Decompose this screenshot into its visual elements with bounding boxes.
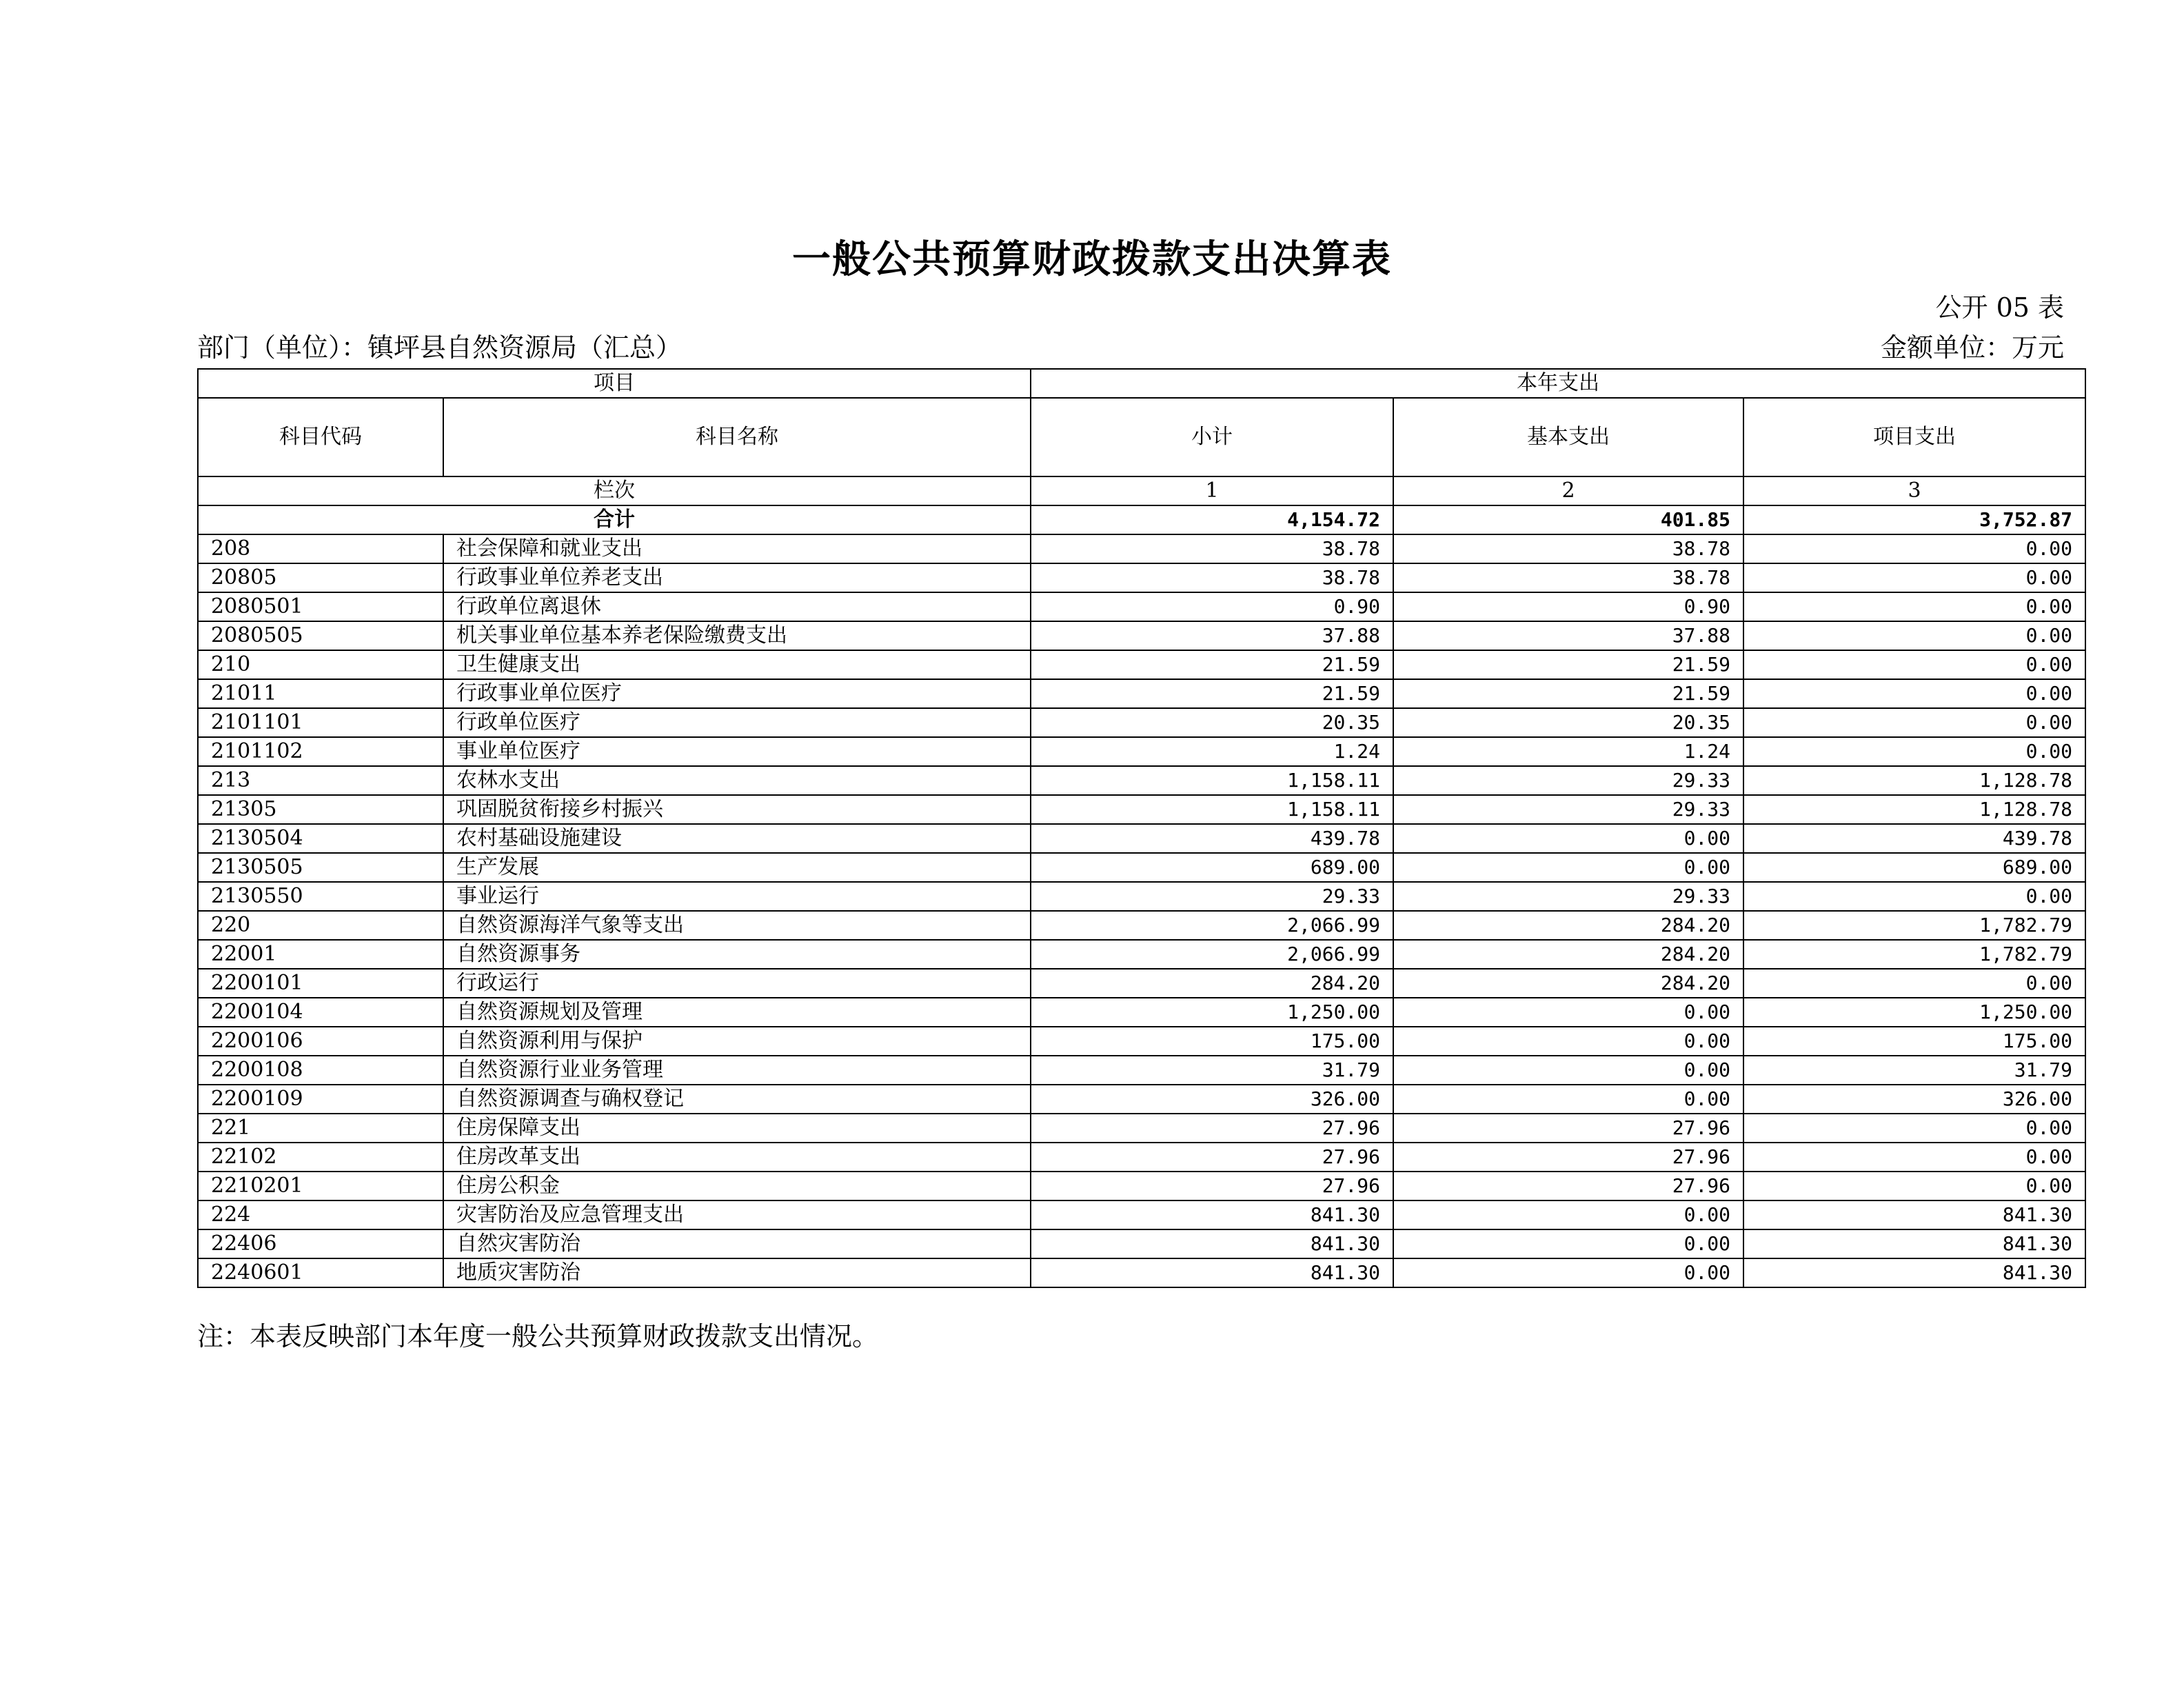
row-subtotal: 27.96	[1031, 1172, 1393, 1200]
page-title: 一般公共预算财政拨款支出决算表	[792, 237, 1392, 282]
row-name: 行政事业单位医疗	[443, 679, 1031, 708]
row-basic: 0.00	[1393, 1200, 1743, 1229]
row-name: 自然灾害防治	[443, 1229, 1031, 1258]
row-code: 210	[198, 650, 443, 679]
table-row	[198, 1027, 2085, 1056]
row-project: 841.30	[1743, 1229, 2085, 1258]
row-basic: 38.78	[1393, 534, 1743, 563]
row-code: 2101101	[198, 708, 443, 737]
row-name: 自然资源调查与确权登记	[443, 1085, 1031, 1114]
table-row	[198, 1114, 2085, 1143]
total-subtotal: 4,154.72	[1031, 505, 1393, 534]
table-row	[198, 882, 2085, 911]
row-subtotal: 38.78	[1031, 534, 1393, 563]
row-basic: 0.00	[1393, 853, 1743, 882]
row-basic: 284.20	[1393, 940, 1743, 969]
table-row	[198, 969, 2085, 998]
table-row	[198, 766, 2085, 795]
row-code: 22406	[198, 1229, 443, 1258]
row-subtotal: 841.30	[1031, 1258, 1393, 1287]
row-code: 2200104	[198, 998, 443, 1027]
table-row	[198, 679, 2085, 708]
row-subtotal: 2,066.99	[1031, 911, 1393, 940]
department-label: 部门（单位）：镇坪县自然资源局（汇总）	[197, 332, 682, 363]
header-basic: 基本支出	[1393, 398, 1743, 476]
row-project: 0.00	[1743, 1172, 2085, 1200]
row-subtotal: 689.00	[1031, 853, 1393, 882]
row-basic: 27.96	[1393, 1143, 1743, 1172]
row-basic: 29.33	[1393, 795, 1743, 824]
row-subtotal: 27.96	[1031, 1143, 1393, 1172]
row-code: 21305	[198, 795, 443, 824]
column-number-1: 1	[1031, 476, 1393, 505]
row-name: 社会保障和就业支出	[443, 534, 1031, 563]
total-row	[198, 505, 2085, 534]
row-code: 2200108	[198, 1056, 443, 1085]
row-basic: 38.78	[1393, 563, 1743, 592]
table-row	[198, 853, 2085, 882]
form-number: 公开 05 表	[1935, 292, 2064, 323]
row-subtotal: 1,158.11	[1031, 795, 1393, 824]
table-row	[198, 592, 2085, 621]
row-subtotal: 31.79	[1031, 1056, 1393, 1085]
row-basic: 0.00	[1393, 998, 1743, 1027]
row-code: 224	[198, 1200, 443, 1229]
row-name: 行政单位离退休	[443, 592, 1031, 621]
row-basic: 27.96	[1393, 1114, 1743, 1143]
total-basic: 401.85	[1393, 505, 1743, 534]
row-basic: 0.00	[1393, 1085, 1743, 1114]
row-project: 1,782.79	[1743, 911, 2085, 940]
row-project: 0.00	[1743, 1114, 2085, 1143]
row-basic: 0.00	[1393, 1056, 1743, 1085]
row-subtotal: 21.59	[1031, 650, 1393, 679]
row-project: 841.30	[1743, 1200, 2085, 1229]
total-project: 3,752.87	[1743, 505, 2085, 534]
row-project: 439.78	[1743, 824, 2085, 853]
row-code: 2130504	[198, 824, 443, 853]
table-row	[198, 1085, 2085, 1114]
row-name: 农林水支出	[443, 766, 1031, 795]
header-code: 科目代码	[198, 398, 443, 476]
row-project: 0.00	[1743, 621, 2085, 650]
row-project: 0.00	[1743, 708, 2085, 737]
row-project: 0.00	[1743, 534, 2085, 563]
row-code: 20805	[198, 563, 443, 592]
row-name: 地质灾害防治	[443, 1258, 1031, 1287]
row-name: 行政事业单位养老支出	[443, 563, 1031, 592]
row-subtotal: 2,066.99	[1031, 940, 1393, 969]
row-basic: 29.33	[1393, 766, 1743, 795]
row-project: 0.00	[1743, 737, 2085, 766]
row-project: 0.00	[1743, 650, 2085, 679]
row-basic: 0.90	[1393, 592, 1743, 621]
column-number-3: 3	[1743, 476, 2085, 505]
row-code: 2080505	[198, 621, 443, 650]
column-number-row	[198, 476, 2085, 505]
table-row	[198, 1258, 2085, 1287]
row-project: 1,782.79	[1743, 940, 2085, 969]
header-item: 项目	[198, 369, 1031, 398]
row-code: 208	[198, 534, 443, 563]
row-subtotal: 1.24	[1031, 737, 1393, 766]
footnote: 注：本表反映部门本年度一般公共预算财政拨款支出情况。	[197, 1321, 879, 1352]
column-number-2: 2	[1393, 476, 1743, 505]
row-subtotal: 38.78	[1031, 563, 1393, 592]
table-row	[198, 1056, 2085, 1085]
row-code: 221	[198, 1114, 443, 1143]
row-subtotal: 37.88	[1031, 621, 1393, 650]
row-name: 生产发展	[443, 853, 1031, 882]
row-code: 21011	[198, 679, 443, 708]
row-basic: 29.33	[1393, 882, 1743, 911]
row-subtotal: 841.30	[1031, 1200, 1393, 1229]
row-basic: 21.59	[1393, 679, 1743, 708]
row-subtotal: 175.00	[1031, 1027, 1393, 1056]
row-basic: 0.00	[1393, 1258, 1743, 1287]
row-project: 326.00	[1743, 1085, 2085, 1114]
row-project: 0.00	[1743, 969, 2085, 998]
row-subtotal: 841.30	[1031, 1229, 1393, 1258]
row-code: 22001	[198, 940, 443, 969]
row-subtotal: 29.33	[1031, 882, 1393, 911]
row-project: 0.00	[1743, 882, 2085, 911]
row-name: 行政运行	[443, 969, 1031, 998]
row-name: 自然资源利用与保护	[443, 1027, 1031, 1056]
row-subtotal: 284.20	[1031, 969, 1393, 998]
row-basic: 37.88	[1393, 621, 1743, 650]
row-project: 1,128.78	[1743, 766, 2085, 795]
row-subtotal: 326.00	[1031, 1085, 1393, 1114]
row-basic: 284.20	[1393, 969, 1743, 998]
row-name: 自然资源规划及管理	[443, 998, 1031, 1027]
row-basic: 20.35	[1393, 708, 1743, 737]
row-name: 自然资源行业业务管理	[443, 1056, 1031, 1085]
table-row	[198, 1229, 2085, 1258]
total-label: 合计	[198, 505, 1031, 534]
row-name: 农村基础设施建设	[443, 824, 1031, 853]
table-row	[198, 998, 2085, 1027]
header-project: 项目支出	[1743, 398, 2085, 476]
row-subtotal: 20.35	[1031, 708, 1393, 737]
row-project: 31.79	[1743, 1056, 2085, 1085]
table-row	[198, 1200, 2085, 1229]
row-subtotal: 1,158.11	[1031, 766, 1393, 795]
row-code: 2200101	[198, 969, 443, 998]
table-row	[198, 940, 2085, 969]
row-subtotal: 439.78	[1031, 824, 1393, 853]
table-row	[198, 708, 2085, 737]
row-name: 自然资源事务	[443, 940, 1031, 969]
row-subtotal: 27.96	[1031, 1114, 1393, 1143]
header-row-group	[198, 369, 2085, 398]
row-code: 2200109	[198, 1085, 443, 1114]
row-code: 22102	[198, 1143, 443, 1172]
row-project: 1,128.78	[1743, 795, 2085, 824]
row-subtotal: 1,250.00	[1031, 998, 1393, 1027]
row-project: 1,250.00	[1743, 998, 2085, 1027]
row-code: 220	[198, 911, 443, 940]
row-name: 灾害防治及应急管理支出	[443, 1200, 1031, 1229]
row-subtotal: 0.90	[1031, 592, 1393, 621]
row-basic: 284.20	[1393, 911, 1743, 940]
row-name: 机关事业单位基本养老保险缴费支出	[443, 621, 1031, 650]
row-project: 175.00	[1743, 1027, 2085, 1056]
table-row	[198, 911, 2085, 940]
table-row	[198, 534, 2085, 563]
row-basic: 0.00	[1393, 1229, 1743, 1258]
row-basic: 0.00	[1393, 824, 1743, 853]
row-code: 2080501	[198, 592, 443, 621]
row-name: 住房公积金	[443, 1172, 1031, 1200]
row-project: 0.00	[1743, 592, 2085, 621]
row-name: 自然资源海洋气象等支出	[443, 911, 1031, 940]
row-name: 卫生健康支出	[443, 650, 1031, 679]
row-code: 2130505	[198, 853, 443, 882]
header-name: 科目名称	[443, 398, 1031, 476]
row-code: 2101102	[198, 737, 443, 766]
table-row	[198, 563, 2085, 592]
row-subtotal: 21.59	[1031, 679, 1393, 708]
row-project: 689.00	[1743, 853, 2085, 882]
table-row	[198, 824, 2085, 853]
row-name: 住房保障支出	[443, 1114, 1031, 1143]
row-code: 2210201	[198, 1172, 443, 1200]
column-number-label: 栏次	[198, 476, 1031, 505]
table-row	[198, 795, 2085, 824]
row-project: 0.00	[1743, 679, 2085, 708]
amount-unit-label: 金额单位：万元	[1880, 332, 2064, 363]
row-code: 2200106	[198, 1027, 443, 1056]
row-name: 行政单位医疗	[443, 708, 1031, 737]
expenditure-table	[197, 368, 2086, 1288]
header-current-year: 本年支出	[1031, 369, 2085, 398]
row-basic: 27.96	[1393, 1172, 1743, 1200]
row-basic: 0.00	[1393, 1027, 1743, 1056]
row-name: 事业单位医疗	[443, 737, 1031, 766]
row-code: 213	[198, 766, 443, 795]
row-project: 0.00	[1743, 1143, 2085, 1172]
row-code: 2240601	[198, 1258, 443, 1287]
row-code: 2130550	[198, 882, 443, 911]
row-basic: 21.59	[1393, 650, 1743, 679]
row-name: 事业运行	[443, 882, 1031, 911]
header-subtotal: 小计	[1031, 398, 1393, 476]
row-project: 841.30	[1743, 1258, 2085, 1287]
row-basic: 1.24	[1393, 737, 1743, 766]
table-row	[198, 737, 2085, 766]
table-row	[198, 1143, 2085, 1172]
row-project: 0.00	[1743, 563, 2085, 592]
table-row	[198, 621, 2085, 650]
row-name: 巩固脱贫衔接乡村振兴	[443, 795, 1031, 824]
table-row	[198, 650, 2085, 679]
header-row-columns	[198, 398, 2085, 476]
table-row	[198, 1172, 2085, 1200]
row-name: 住房改革支出	[443, 1143, 1031, 1172]
